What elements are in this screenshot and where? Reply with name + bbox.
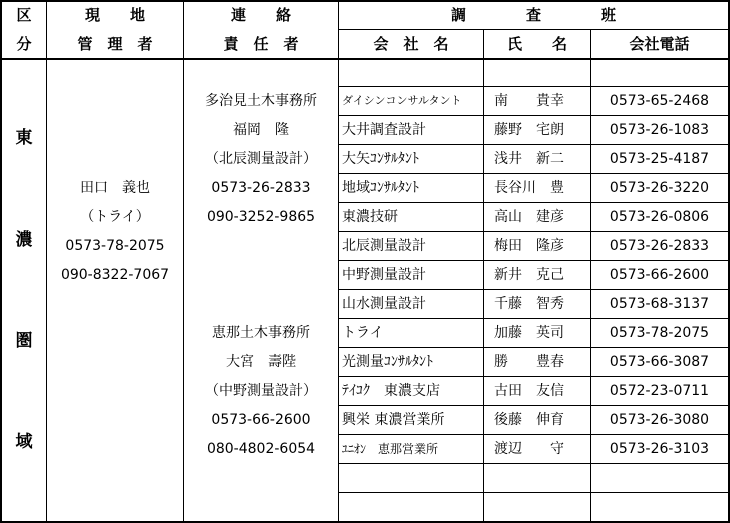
- manager-company: （トライ）: [80, 209, 150, 225]
- contact1-company: （北辰測量設計）: [205, 151, 317, 167]
- header-manager-top: 現 地: [84, 6, 145, 24]
- header-manager-bottom: 管 理 者: [77, 35, 153, 53]
- row-company: 光測量ｺﾝｻﾙﾀﾝﾄ: [342, 354, 433, 370]
- row-name: 加藤 英司: [494, 325, 564, 341]
- contact2-company: （中野測量設計）: [205, 383, 317, 399]
- contact1-mobile: 090-3252-9865: [206, 209, 316, 225]
- region-char: 域: [15, 432, 33, 452]
- row-company: ﾃｲｺｸ 東濃支店: [342, 383, 440, 399]
- row-line: [338, 434, 730, 435]
- region-char: 濃: [15, 230, 33, 250]
- col-line-3: [338, 0, 339, 523]
- row-name: 梅田 隆彦: [494, 238, 564, 254]
- row-line: [338, 260, 730, 261]
- region-char: 東: [15, 128, 33, 148]
- header-mid-line: [338, 29, 730, 30]
- row-phone: 0573-25-4187: [609, 151, 710, 167]
- row-name: 渡辺 守: [494, 441, 564, 457]
- row-phone: 0573-26-3103: [609, 441, 710, 457]
- col-line-4: [483, 29, 484, 523]
- header-region-bottom: 分: [16, 35, 32, 53]
- row-phone: 0573-66-2600: [609, 267, 710, 283]
- row-line: [338, 231, 730, 232]
- contact2-mobile: 080-4802-6054: [206, 441, 316, 457]
- contact1-phone: 0573-26-2833: [211, 180, 311, 196]
- row-phone: 0573-26-1083: [609, 122, 710, 138]
- header-name: 氏 名: [506, 35, 567, 53]
- row-phone: 0573-65-2468: [609, 93, 710, 109]
- row-name: 勝 豊春: [494, 354, 564, 370]
- row-company: 大井調査設計: [342, 122, 426, 138]
- row-company: 北辰測量設計: [342, 238, 426, 254]
- header-region-top: 区: [16, 6, 32, 24]
- row-line: [338, 463, 730, 464]
- row-company: 興栄 東濃営業所: [342, 412, 445, 428]
- row-company: 大矢ｺﾝｻﾙﾀﾝﾄ: [342, 151, 419, 167]
- row-name: 新井 克己: [494, 267, 564, 283]
- row-phone: 0573-26-0806: [609, 209, 710, 225]
- row-line: [338, 115, 730, 116]
- row-company: 中野測量設計: [342, 267, 426, 283]
- col-line-1: [46, 0, 47, 523]
- header-phone: 会社電話: [629, 35, 690, 53]
- row-line: [338, 173, 730, 174]
- contact2-name: 大宮 壽陛: [226, 354, 296, 370]
- row-name: 浅井 新二: [494, 151, 564, 167]
- row-phone: 0572-23-0711: [609, 383, 710, 399]
- row-phone: 0573-26-3080: [609, 412, 710, 428]
- row-line: [338, 318, 730, 319]
- row-name: 古田 友信: [494, 383, 564, 399]
- header-contact-top: 連 絡: [230, 6, 291, 24]
- header-survey-team: 調 査 班: [450, 6, 616, 24]
- row-line: [338, 405, 730, 406]
- row-line: [338, 376, 730, 377]
- row-name: 高山 建彦: [494, 209, 564, 225]
- row-line: [338, 144, 730, 145]
- row-phone: 0573-78-2075: [609, 325, 710, 341]
- row-phone: 0573-26-3220: [609, 180, 710, 196]
- contact2-phone: 0573-66-2600: [211, 412, 311, 428]
- row-phone: 0573-68-3137: [609, 296, 710, 312]
- row-name: 長谷川 豊: [494, 180, 564, 196]
- row-company: ダイシンコンサルタント: [342, 94, 462, 107]
- row-line: [338, 347, 730, 348]
- header-bottom-line: [0, 58, 730, 60]
- manager-name: 田口 義也: [80, 180, 150, 196]
- row-name: 南 貴幸: [494, 93, 564, 109]
- contact1-name: 福岡 隆: [233, 122, 289, 138]
- row-company: ﾕﾆｵﾝ 恵那営業所: [342, 442, 439, 456]
- contact2-office: 恵那土木事務所: [212, 325, 310, 341]
- row-name: 後藤 伸育: [494, 412, 564, 428]
- row-name: 藤野 宅朗: [494, 122, 564, 138]
- row-phone: 0573-26-2833: [609, 238, 710, 254]
- manager-mobile: 090-8322-7067: [60, 267, 170, 283]
- table-border-top: [0, 0, 730, 2]
- header-contact-bottom: 責 任 者: [223, 35, 299, 53]
- row-line: [338, 86, 730, 87]
- row-phone: 0573-66-3087: [609, 354, 710, 370]
- row-company: 山水測量設計: [342, 296, 426, 312]
- row-line: [338, 202, 730, 203]
- row-line: [338, 492, 730, 493]
- row-company: 東濃技研: [342, 209, 398, 225]
- contact1-office: 多治見土木事務所: [205, 93, 317, 109]
- manager-phone: 0573-78-2075: [65, 238, 165, 254]
- row-name: 千藤 智秀: [494, 296, 564, 312]
- row-company: 地域ｺﾝｻﾙﾀﾝﾄ: [342, 180, 419, 196]
- row-company: トライ: [342, 325, 384, 341]
- row-line: [338, 289, 730, 290]
- region-char: 圏: [15, 331, 33, 351]
- header-company: 会 社 名: [373, 35, 449, 53]
